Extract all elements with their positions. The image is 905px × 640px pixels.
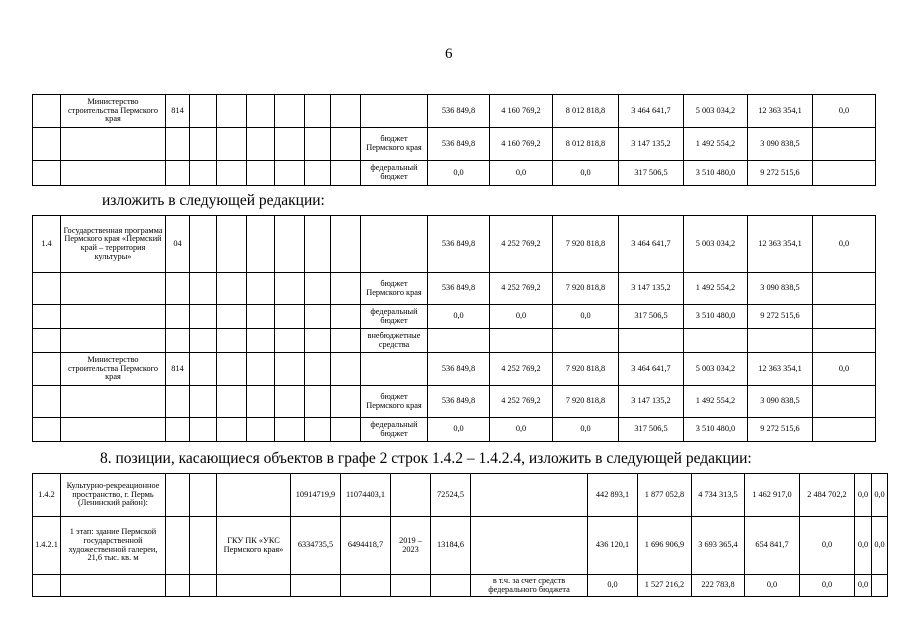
funding-source: бюджет Пермского края: [361, 386, 428, 418]
value-cell: 536 849,8: [428, 128, 490, 161]
value-cell: 536 849,8: [428, 353, 490, 386]
value-cell: 0,0: [872, 474, 888, 517]
table-row: [33, 128, 876, 161]
table-row: [33, 305, 876, 329]
value-cell: 4 252 769,2: [490, 273, 553, 305]
value-cell: 2 484 702,2: [800, 474, 855, 517]
value-cell: 3 147 135,2: [619, 273, 684, 305]
value-cell: 0,0: [813, 95, 876, 128]
value-cell: 0,0: [800, 575, 855, 597]
funding-source: бюджет Пермского края: [361, 128, 428, 161]
value-cell: 7 920 818,8: [553, 386, 619, 418]
funding-source: федеральный бюджет: [361, 305, 428, 329]
value-cell: 3 510 480,0: [684, 418, 748, 442]
value-cell: 0,0: [553, 418, 619, 442]
value-cell: 4 252 769,2: [490, 386, 553, 418]
value-cell: 442 893,1: [588, 474, 638, 517]
value-cell: 0,0: [553, 161, 619, 186]
heading-new-edition: изложить в следующей редакции:: [102, 192, 325, 209]
row-name: Государственная программа Пермского края «Пермский край – территория культуры»: [61, 216, 166, 273]
row-number: [33, 95, 61, 128]
table-row: [33, 216, 876, 273]
row-code: 814: [166, 95, 190, 128]
value-cell: 13184,6: [431, 517, 471, 575]
value-cell: 436 120,1: [588, 517, 638, 575]
value-cell: 0,0: [813, 216, 876, 273]
funding-source: федеральный бюджет: [361, 161, 428, 186]
value-cell: 3 147 135,2: [619, 386, 684, 418]
value-cell: 12 363 354,1: [748, 95, 813, 128]
value-cell: 4 160 769,2: [490, 128, 553, 161]
value-cell: 0,0: [428, 418, 490, 442]
value-cell: 536 849,8: [428, 216, 490, 273]
value-cell: 12 363 354,1: [748, 216, 813, 273]
table-ministry-old: [32, 94, 876, 186]
value-cell: 3 147 135,2: [619, 128, 684, 161]
value-cell: 4 734 313,5: [692, 474, 745, 517]
value-cell: 3 090 838,5: [748, 273, 813, 305]
value-cell: 3 464 641,7: [619, 353, 684, 386]
value-cell: 536 849,8: [428, 273, 490, 305]
value-cell: 5 003 034,2: [684, 353, 748, 386]
value-cell: 0,0: [855, 474, 872, 517]
value-cell: 6334735,5: [291, 517, 341, 575]
table-row: [33, 95, 876, 128]
row-period: [391, 474, 431, 517]
row-name: Министерство строительства Пермского края: [61, 353, 166, 386]
value-cell: 7 920 818,8: [553, 216, 619, 273]
value-cell: 7 920 818,8: [553, 353, 619, 386]
table-row: [33, 474, 888, 517]
value-cell: 4 160 769,2: [490, 95, 553, 128]
value-cell: 9 272 515,6: [748, 418, 813, 442]
value-cell: 0,0: [855, 517, 872, 575]
funding-source: [471, 517, 588, 575]
funding-source: внебюджетные средства: [361, 329, 428, 353]
funding-source: бюджет Пермского края: [361, 273, 428, 305]
row-number: 1.4.2: [33, 474, 61, 517]
table-row: [33, 329, 876, 353]
value-cell: 4 252 769,2: [490, 353, 553, 386]
value-cell: 12 363 354,1: [748, 353, 813, 386]
value-cell: 3 090 838,5: [748, 128, 813, 161]
table-row: [33, 418, 876, 442]
value-cell: 0,0: [813, 353, 876, 386]
value-cell: 0,0: [553, 305, 619, 329]
value-cell: 0,0: [872, 517, 888, 575]
value-cell: 0,0: [490, 161, 553, 186]
row-number: 1.4: [33, 216, 61, 273]
value-cell: 3 693 365,4: [692, 517, 745, 575]
row-organization: ГКУ ПК «УКС Пермского края»: [217, 517, 291, 575]
value-cell: 11074403,1: [341, 474, 391, 517]
value-cell: 0,0: [428, 161, 490, 186]
value-cell: 317 506,5: [619, 418, 684, 442]
value-cell: 0,0: [490, 418, 553, 442]
heading-positions: 8. позиции, касающиеся объектов в графе 2 строк 1.4.2 – 1.4.2.4, изложить в следующей редакции:: [100, 450, 752, 467]
value-cell: 1 492 554,2: [684, 386, 748, 418]
table-row: [33, 575, 888, 597]
value-cell: 4 252 769,2: [490, 216, 553, 273]
value-cell: 1 462 917,0: [745, 474, 800, 517]
row-number: 1.4.2.1: [33, 517, 61, 575]
value-cell: 3 464 641,7: [619, 216, 684, 273]
value-cell: 0,0: [800, 517, 855, 575]
value-cell: 6494418,7: [341, 517, 391, 575]
row-name: Министерство строительства Пермского края: [61, 95, 166, 128]
value-cell: 654 841,7: [745, 517, 800, 575]
funding-source: [361, 353, 428, 386]
row-period: 2019 – 2023: [391, 517, 431, 575]
value-cell: 7 920 818,8: [553, 273, 619, 305]
value-cell: 8 012 818,8: [553, 95, 619, 128]
value-cell: 1 527 216,2: [638, 575, 692, 597]
value-cell: 3 464 641,7: [619, 95, 684, 128]
page-number: 6: [445, 46, 453, 62]
table-row: [33, 273, 876, 305]
value-cell: 5 003 034,2: [684, 216, 748, 273]
row-name: Культурно-рекреационное пространство, г. Пермь (Ленинский район):: [61, 474, 166, 517]
value-cell: 0,0: [745, 575, 800, 597]
table-row: [33, 353, 876, 386]
value-cell: 1 696 906,9: [638, 517, 692, 575]
value-cell: 8 012 818,8: [553, 128, 619, 161]
funding-source: [361, 216, 428, 273]
row-code: 04: [166, 216, 190, 273]
funding-source: в т.ч. за счет средств федерального бюджета: [471, 575, 588, 597]
funding-source: [471, 474, 588, 517]
table-program-new: [32, 215, 876, 442]
row-organization: [217, 474, 291, 517]
value-cell: 72524,5: [431, 474, 471, 517]
value-cell: 222 783,8: [692, 575, 745, 597]
value-cell: 3 090 838,5: [748, 386, 813, 418]
value-cell: 536 849,8: [428, 95, 490, 128]
value-cell: 10914719,9: [291, 474, 341, 517]
value-cell: 0,0: [490, 305, 553, 329]
value-cell: 536 849,8: [428, 386, 490, 418]
value-cell: 3 510 480,0: [684, 305, 748, 329]
value-cell: 0,0: [855, 575, 872, 597]
funding-source: [361, 95, 428, 128]
value-cell: 317 506,5: [619, 161, 684, 186]
table-row: [33, 161, 876, 186]
value-cell: 9 272 515,6: [748, 305, 813, 329]
row-number: [33, 353, 61, 386]
value-cell: 3 510 480,0: [684, 161, 748, 186]
funding-source: федеральный бюджет: [361, 418, 428, 442]
value-cell: 1 492 554,2: [684, 273, 748, 305]
value-cell: 1 877 052,8: [638, 474, 692, 517]
value-cell: 5 003 034,2: [684, 95, 748, 128]
row-name: 1 этап: здание Пермской государственной художественной галереи, 21,6 тыс. кв. м: [61, 517, 166, 575]
value-cell: 317 506,5: [619, 305, 684, 329]
row-code: 814: [166, 353, 190, 386]
table-objects: [32, 473, 888, 597]
table-row: [33, 517, 888, 575]
table-row: [33, 386, 876, 418]
value-cell: 1 492 554,2: [684, 128, 748, 161]
value-cell: 9 272 515,6: [748, 161, 813, 186]
value-cell: 0,0: [428, 305, 490, 329]
value-cell: 0,0: [588, 575, 638, 597]
